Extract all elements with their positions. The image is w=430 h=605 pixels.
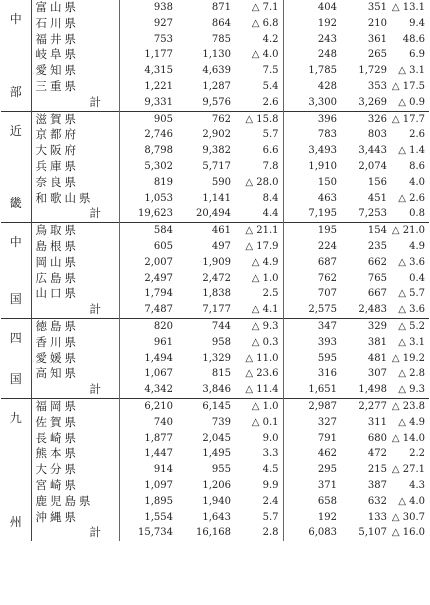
value-a-curr: 6,145 [177, 398, 235, 414]
table-row [1, 271, 429, 287]
change-b-pct: △ 17.5 [391, 80, 425, 92]
value-a-prev: 961 [119, 335, 177, 351]
value-b-prev: 7,195 [283, 206, 341, 222]
value-b-curr: 154 [341, 223, 391, 239]
value-a-curr: 864 [211, 17, 231, 29]
prefecture-name: 奈良県 [35, 174, 79, 189]
table-row [1, 127, 429, 143]
prefecture-name: 熊本県 [35, 446, 79, 461]
prefecture-name: 富山県 [35, 0, 79, 14]
change-a-pct: △ 4.9 [251, 256, 279, 268]
region-label-char: 畿 [9, 196, 22, 211]
change-a-pct: 4.2 [262, 33, 279, 45]
value-b-curr: 387 [367, 479, 387, 491]
value-a-curr: 9,576 [202, 96, 231, 108]
prefecture-name: 愛知県 [35, 63, 79, 78]
value-b-curr: 2,074 [358, 160, 387, 172]
value-a-curr: 1,206 [202, 479, 231, 491]
change-a-pct: 7.5 [262, 65, 279, 77]
change-b-pct: △ 2.8 [398, 368, 425, 380]
change-a-pct: 7.8 [262, 160, 279, 172]
change-b-pct: 4.3 [409, 479, 425, 491]
table-row [1, 159, 429, 175]
change-a-pct: 6.6 [262, 145, 279, 157]
value-b-prev: 783 [283, 127, 341, 143]
change-b-pct: △ 3.1 [398, 65, 425, 77]
change-b-pct: △ 13.1 [391, 2, 425, 13]
value-b-prev: 462 [283, 446, 341, 462]
region-label-char: 部 [9, 84, 22, 99]
value-b-curr: 765 [367, 272, 387, 284]
change-a-pct: △ 4.1 [251, 304, 279, 316]
region-label [1, 0, 31, 111]
value-b-curr: 680 [367, 432, 387, 444]
value-b-prev: 658 [283, 494, 341, 510]
table-row [1, 318, 429, 334]
value-b-prev: 791 [283, 431, 341, 447]
value-a-curr: 16,168 [196, 527, 231, 539]
value-b-curr: 329 [341, 318, 391, 334]
change-a-pct: 4.5 [262, 464, 279, 476]
value-a-prev: 9,331 [119, 95, 177, 111]
change-b-pct: 4.0 [409, 176, 425, 188]
value-a-curr: 1,838 [202, 288, 231, 300]
value-b-curr: 215 [367, 464, 387, 476]
prefecture-name: 大分県 [35, 462, 79, 477]
value-a-curr: 1,643 [202, 511, 231, 523]
value-a-prev: 7,487 [119, 302, 177, 318]
value-b-curr: 481 [367, 352, 387, 364]
value-a-curr: 762 [177, 111, 235, 127]
value-a-curr: 1,329 [202, 352, 231, 364]
subtotal-row [1, 95, 429, 111]
value-b-prev: 428 [283, 79, 341, 95]
value-b-prev: 248 [283, 47, 341, 63]
change-a-pct: △ 0.3 [251, 336, 279, 348]
change-a-pct: △ 7.1 [251, 2, 279, 13]
value-b-prev: 3,300 [283, 95, 341, 111]
value-a-prev: 1,794 [119, 286, 177, 302]
table-row [1, 255, 429, 271]
value-b-curr: 472 [367, 448, 387, 460]
value-a-prev: 1,067 [119, 366, 177, 382]
value-a-curr: 5,717 [202, 160, 231, 172]
table-row [1, 175, 429, 191]
change-b-pct: △ 14.0 [391, 432, 425, 444]
value-a-curr: 3,846 [202, 384, 231, 396]
value-b-curr: 351 [367, 2, 387, 13]
value-a-prev: 15,734 [119, 525, 177, 541]
change-a-pct: △ 21.1 [235, 223, 283, 239]
change-b-pct: △ 3.6 [398, 256, 425, 268]
value-b-prev: 396 [283, 111, 341, 127]
value-a-curr: 2,045 [202, 432, 231, 444]
change-b-pct: 48.6 [402, 33, 425, 45]
change-b-pct: △ 2.6 [398, 192, 425, 204]
value-a-curr: 2,902 [202, 129, 231, 141]
value-a-prev: 5,302 [119, 159, 177, 175]
region-label-char: 中 [9, 11, 22, 26]
change-b-pct: 2.2 [409, 448, 425, 460]
change-b-pct: 0.8 [409, 208, 425, 220]
prefecture-name: 石川県 [35, 15, 79, 30]
change-b-pct: 9.4 [409, 17, 425, 29]
change-a-pct: △ 23.6 [245, 368, 279, 380]
region-label [1, 398, 31, 541]
table-row [1, 63, 429, 79]
value-a-prev: 19,623 [119, 206, 177, 222]
subtotal-row [1, 525, 429, 541]
prefecture-name: 香川県 [35, 334, 79, 349]
value-b-prev: 295 [283, 462, 341, 478]
value-b-curr: 235 [367, 240, 387, 252]
change-a-pct: 5.7 [262, 511, 279, 523]
table-body [1, 0, 429, 541]
value-a-curr: 461 [177, 223, 235, 239]
change-a-pct: 9.9 [262, 479, 279, 491]
value-b-curr: 3,443 [358, 145, 387, 157]
value-b-curr: 381 [367, 336, 387, 348]
value-b-prev: 393 [283, 335, 341, 351]
change-a-pct: △ 4.0 [251, 49, 279, 61]
value-a-prev: 8,798 [119, 143, 177, 159]
value-a-prev: 938 [119, 0, 177, 16]
change-b-pct: 4.9 [409, 240, 425, 252]
prefecture-name: 鳥取県 [31, 223, 119, 239]
value-b-prev: 1,651 [283, 382, 341, 398]
change-a-pct: △ 6.8 [251, 17, 279, 29]
change-a-pct: △ 15.8 [235, 111, 283, 127]
change-b-pct: 2.6 [409, 129, 425, 141]
value-b-prev: 2,575 [283, 302, 341, 318]
value-a-prev: 2,007 [119, 255, 177, 271]
value-a-prev: 914 [119, 462, 177, 478]
table-row [1, 462, 429, 478]
prefecture-name: 福岡県 [31, 398, 119, 414]
value-a-prev: 819 [119, 175, 177, 191]
value-b-curr: 667 [367, 288, 387, 300]
change-b-pct: △ 5.2 [391, 318, 429, 334]
change-a-pct: 2.5 [262, 288, 279, 300]
value-a-curr: 590 [211, 176, 231, 188]
region-label-char: 州 [9, 515, 22, 530]
change-b-pct: △ 17.7 [391, 111, 429, 127]
value-b-curr: 5,107 [358, 527, 387, 539]
table-row [1, 286, 429, 302]
change-b-pct: △ 9.3 [398, 384, 425, 396]
value-a-curr: 815 [211, 368, 231, 380]
value-a-curr: 7,177 [202, 304, 231, 316]
change-b-pct: △ 16.0 [391, 527, 425, 539]
value-a-prev: 1,097 [119, 478, 177, 494]
value-a-prev: 1,177 [119, 47, 177, 63]
value-b-prev: 243 [283, 32, 341, 48]
value-a-curr: 871 [211, 2, 231, 13]
value-b-prev: 192 [283, 16, 341, 32]
value-b-curr: 451 [367, 192, 387, 204]
value-a-curr: 9,382 [202, 145, 231, 157]
table-row [1, 47, 429, 63]
value-b-curr: 1,498 [358, 384, 387, 396]
value-b-curr: 3,269 [358, 96, 387, 108]
table-row [1, 223, 429, 239]
table-row [1, 16, 429, 32]
value-b-curr: 307 [367, 368, 387, 380]
change-b-pct: △ 4.0 [398, 495, 425, 507]
change-a-pct: △ 1.0 [251, 272, 279, 284]
table-row [1, 191, 429, 207]
value-a-curr: 20,494 [196, 208, 231, 220]
value-b-curr: 353 [367, 80, 387, 92]
value-a-curr: 739 [211, 416, 231, 428]
prefecture-name: 和歌山県 [35, 190, 94, 205]
prefecture-name: 島根県 [35, 238, 79, 253]
prefecture-name: 計 [89, 525, 101, 540]
value-a-prev: 927 [119, 16, 177, 32]
prefecture-name: 三重県 [35, 78, 79, 93]
table-row [1, 32, 429, 48]
value-a-prev: 820 [119, 318, 177, 334]
table-row [1, 478, 429, 494]
change-a-pct: △ 11.4 [245, 384, 279, 396]
subtotal-row [1, 302, 429, 318]
change-a-pct: 5.4 [262, 80, 279, 92]
prefecture-name: 計 [89, 302, 101, 317]
region-label-char: 中 [9, 235, 22, 250]
change-b-pct: △ 0.9 [398, 96, 425, 108]
change-a-pct: 3.3 [262, 448, 279, 460]
prefecture-statistics-table [1, 0, 429, 541]
table-row [1, 0, 429, 16]
value-b-prev: 463 [283, 191, 341, 207]
value-a-curr: 1,495 [202, 448, 231, 460]
table-row [1, 111, 429, 127]
value-b-prev: 1,785 [283, 63, 341, 79]
value-a-prev: 1,554 [119, 510, 177, 526]
change-a-pct: △ 9.3 [235, 318, 283, 334]
value-a-curr: 1,130 [202, 49, 231, 61]
prefecture-name: 岐阜県 [35, 47, 79, 62]
change-a-pct: △ 1.0 [235, 398, 283, 414]
change-b-pct: △ 30.7 [391, 511, 425, 523]
value-a-prev: 584 [119, 223, 177, 239]
value-b-prev: 195 [283, 223, 341, 239]
value-b-prev: 150 [283, 175, 341, 191]
prefecture-name: 兵庫県 [35, 158, 79, 173]
value-a-curr: 958 [211, 336, 231, 348]
region-label-char: 国 [9, 291, 22, 306]
value-b-curr: 265 [367, 49, 387, 61]
prefecture-name: 滋賀県 [31, 111, 119, 127]
change-a-pct: △ 11.0 [245, 352, 279, 364]
subtotal-row [1, 206, 429, 222]
prefecture-name: 計 [89, 94, 101, 109]
table-row [1, 510, 429, 526]
value-b-curr: 662 [367, 256, 387, 268]
region-label [1, 111, 31, 223]
change-a-pct: △ 28.0 [245, 176, 279, 188]
value-b-curr: 803 [367, 129, 387, 141]
value-a-curr: 4,639 [202, 65, 231, 77]
region-label-char: 国 [9, 371, 22, 386]
region-label-char: 九 [9, 410, 22, 425]
change-b-pct: △ 3.1 [398, 336, 425, 348]
value-b-prev: 327 [283, 415, 341, 431]
value-a-prev: 1,877 [119, 431, 177, 447]
value-a-prev: 1,494 [119, 351, 177, 367]
change-b-pct: △ 4.9 [398, 416, 425, 428]
change-a-pct: 2.6 [262, 96, 279, 108]
change-b-pct: 6.9 [409, 49, 425, 61]
value-b-prev: 316 [283, 366, 341, 382]
table-row [1, 415, 429, 431]
change-a-pct: △ 17.9 [245, 240, 279, 252]
region-label-char: 四 [9, 330, 22, 345]
value-a-prev: 740 [119, 415, 177, 431]
prefecture-name: 沖縄県 [35, 509, 79, 524]
prefecture-name: 長崎県 [35, 430, 79, 445]
value-a-prev: 2,746 [119, 127, 177, 143]
value-b-curr: 156 [367, 176, 387, 188]
value-b-curr: 133 [367, 511, 387, 523]
prefecture-name: 鹿児島県 [35, 493, 94, 508]
prefecture-name: 岡山県 [35, 254, 79, 269]
prefecture-name: 愛媛県 [35, 350, 79, 365]
value-a-prev: 4,342 [119, 382, 177, 398]
value-a-prev: 4,315 [119, 63, 177, 79]
table-row [1, 398, 429, 414]
change-a-pct: 2.8 [262, 527, 279, 539]
change-a-pct: △ 0.1 [251, 416, 279, 428]
subtotal-row [1, 382, 429, 398]
value-b-prev: 2,987 [283, 398, 341, 414]
prefecture-name: 佐賀県 [35, 414, 79, 429]
table-row [1, 143, 429, 159]
value-a-curr: 1,940 [202, 495, 231, 507]
prefecture-name: 徳島県 [31, 318, 119, 334]
value-a-prev: 753 [119, 32, 177, 48]
value-b-prev: 404 [283, 0, 341, 16]
prefecture-name: 広島県 [35, 270, 79, 285]
change-b-pct: △ 3.6 [398, 304, 425, 316]
table-row [1, 446, 429, 462]
change-b-pct: 8.6 [409, 160, 425, 172]
change-a-pct: 4.4 [262, 208, 279, 220]
value-a-prev: 1,221 [119, 79, 177, 95]
region-label [1, 318, 31, 398]
value-a-curr: 2,472 [202, 272, 231, 284]
table-row [1, 335, 429, 351]
value-a-prev: 2,497 [119, 271, 177, 287]
value-b-prev: 224 [283, 239, 341, 255]
prefecture-name: 計 [89, 382, 101, 397]
value-a-curr: 1,287 [202, 80, 231, 92]
value-a-curr: 785 [211, 33, 231, 45]
value-a-prev: 1,053 [119, 191, 177, 207]
value-a-prev: 1,895 [119, 494, 177, 510]
value-b-curr: 7,253 [358, 208, 387, 220]
prefecture-name: 山口県 [35, 286, 79, 301]
value-a-curr: 955 [211, 464, 231, 476]
region-label-char: 近 [9, 123, 22, 138]
value-a-prev: 905 [119, 111, 177, 127]
value-b-curr: 1,729 [358, 65, 387, 77]
change-b-pct: △ 27.1 [391, 464, 425, 476]
change-b-pct: △ 21.0 [391, 223, 429, 239]
value-a-prev: 605 [119, 239, 177, 255]
value-b-prev: 6,083 [283, 525, 341, 541]
prefecture-name: 大阪府 [35, 143, 79, 158]
value-a-prev: 1,447 [119, 446, 177, 462]
table-row [1, 366, 429, 382]
value-b-curr: 311 [367, 416, 387, 428]
change-a-pct: 5.7 [262, 129, 279, 141]
value-b-curr: 2,277 [341, 398, 391, 414]
table-row [1, 239, 429, 255]
change-a-pct: 2.4 [262, 495, 279, 507]
value-b-curr: 2,483 [358, 304, 387, 316]
table-row [1, 494, 429, 510]
change-b-pct: △ 1.4 [398, 145, 425, 157]
value-b-curr: 632 [367, 495, 387, 507]
change-b-pct: △ 19.2 [391, 352, 425, 364]
table-row [1, 351, 429, 367]
change-b-pct: 0.4 [409, 272, 425, 284]
value-a-prev: 6,210 [119, 398, 177, 414]
value-b-prev: 371 [283, 478, 341, 494]
value-b-prev: 762 [283, 271, 341, 287]
value-b-curr: 361 [367, 33, 387, 45]
value-b-prev: 707 [283, 286, 341, 302]
value-a-curr: 1,909 [202, 256, 231, 268]
prefecture-name: 京都府 [35, 127, 79, 142]
value-a-curr: 1,141 [202, 192, 231, 204]
table-row [1, 431, 429, 447]
value-b-prev: 1,910 [283, 159, 341, 175]
value-b-prev: 192 [283, 510, 341, 526]
value-a-curr: 497 [211, 240, 231, 252]
value-b-prev: 595 [283, 351, 341, 367]
prefecture-name: 計 [89, 206, 101, 221]
change-a-pct: 9.0 [262, 432, 279, 444]
value-b-prev: 687 [283, 255, 341, 271]
value-a-curr: 744 [177, 318, 235, 334]
prefecture-name: 宮崎県 [35, 477, 79, 492]
change-b-pct: △ 5.7 [398, 288, 425, 300]
change-b-pct: △ 23.8 [391, 398, 429, 414]
value-b-prev: 347 [283, 318, 341, 334]
value-b-curr: 326 [341, 111, 391, 127]
table-row [1, 79, 429, 95]
value-b-prev: 3,493 [283, 143, 341, 159]
change-a-pct: 8.4 [262, 192, 279, 204]
value-b-curr: 210 [367, 17, 387, 29]
prefecture-name: 福井県 [35, 31, 79, 46]
region-label [1, 223, 31, 319]
prefecture-name: 高知県 [35, 366, 79, 381]
